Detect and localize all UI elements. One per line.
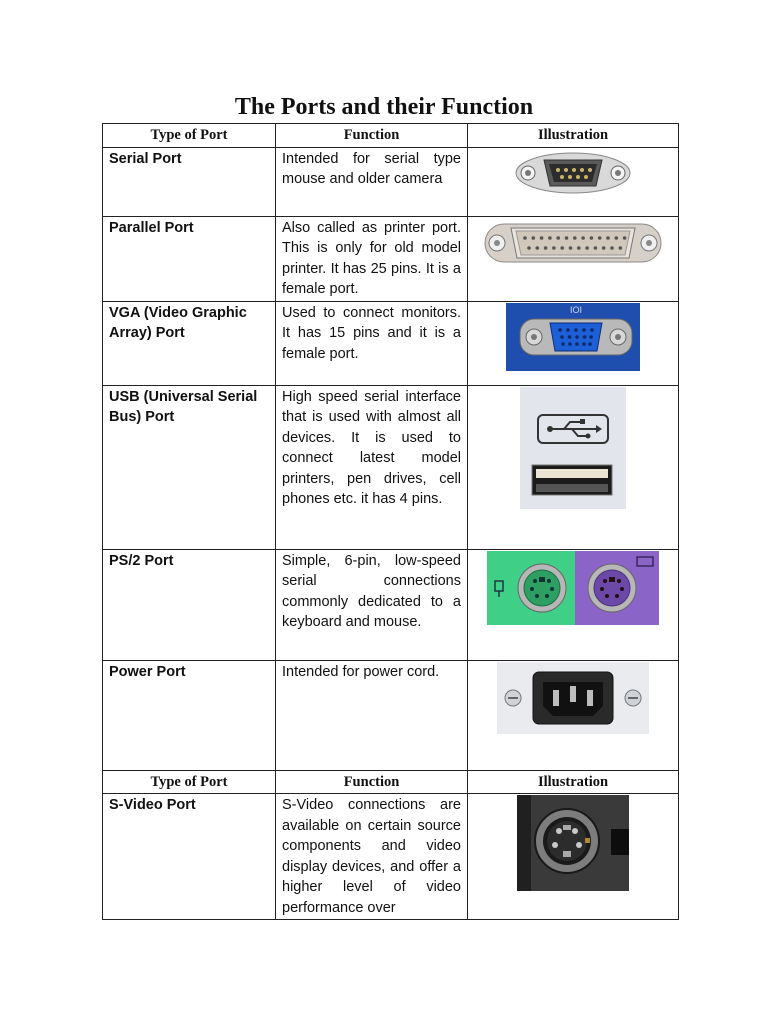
port-illustration <box>468 301 679 385</box>
usb-port-icon <box>520 387 626 509</box>
port-name: Parallel Port <box>103 216 276 301</box>
port-function: Intended for serial type mouse and older camera <box>276 147 468 216</box>
header-illustration: Illustration <box>468 124 679 148</box>
port-illustration <box>468 385 679 549</box>
table-row <box>103 147 679 216</box>
header-type: Type of Port <box>103 770 276 794</box>
table-row <box>103 660 679 770</box>
port-name: USB (Universal Serial Bus) Port <box>103 385 276 549</box>
header-function: Function <box>276 124 468 148</box>
page-title: The Ports and their Function <box>234 94 534 120</box>
power-port-icon <box>497 662 649 734</box>
ps2-port-icon <box>487 551 659 625</box>
port-name: Serial Port <box>103 147 276 216</box>
port-function: Simple, 6-pin, low-speed serial connections commonly dedicated to a keyboard and mouse. <box>276 549 468 660</box>
serial-port-icon <box>514 149 632 197</box>
header-function: Function <box>276 770 468 794</box>
header-illustration: Illustration <box>468 770 679 794</box>
port-function: Also called as printer port. This is only for old model printer. It has 25 pins. It is a female port. <box>276 216 468 301</box>
port-illustration <box>468 549 679 660</box>
port-illustration <box>468 660 679 770</box>
port-name: PS/2 Port <box>103 549 276 660</box>
ports-table <box>102 123 679 920</box>
vga-port-icon <box>506 303 640 371</box>
table-row <box>103 301 679 385</box>
header-type: Type of Port <box>103 124 276 148</box>
port-function: High speed serial interface that is used with almost all devices. It is used to connect latest model printers, pen drives, cell phones etc. it has 4 pins. <box>276 385 468 549</box>
s-video-port-icon <box>517 795 629 891</box>
port-illustration <box>468 147 679 216</box>
port-function: Used to connect monitors. It has 15 pins and it is a female port. <box>276 301 468 385</box>
port-function: S-Video connections are available on certain source components and video display devices, and offer a higher level of video performance over <box>276 794 468 920</box>
table-row <box>103 385 679 549</box>
table-row <box>103 216 679 301</box>
port-illustration <box>468 216 679 301</box>
table-row <box>103 549 679 660</box>
port-name: Power Port <box>103 660 276 770</box>
port-illustration <box>468 794 679 920</box>
port-name: VGA (Video Graphic Array) Port <box>103 301 276 385</box>
parallel-port-icon <box>483 218 663 268</box>
vga-label: IOI <box>569 304 583 315</box>
table-header-row <box>103 770 679 794</box>
table-header-row <box>103 124 679 148</box>
port-name: S-Video Port <box>103 794 276 920</box>
port-function: Intended for power cord. <box>276 660 468 770</box>
table-row <box>103 794 679 920</box>
